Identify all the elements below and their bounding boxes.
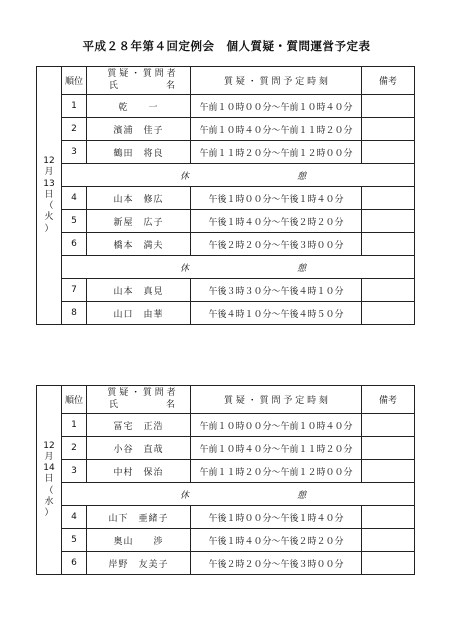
table-row (37, 302, 415, 325)
date-char: （ (44, 201, 54, 212)
table-row (37, 187, 415, 210)
break-label-left: 休 (180, 172, 190, 182)
note-cell (362, 279, 415, 302)
note-cell (362, 437, 415, 460)
header-questioner-line1: 質 疑 ・ 質 問 者 (107, 388, 176, 399)
page-title: 平成２８年第４回定例会 個人質疑・質問運営予定表 (82, 39, 371, 53)
date-char: ） (44, 223, 54, 234)
header-questioner (87, 386, 191, 414)
questioner-name-cell: 山口 由華 (87, 302, 191, 325)
questioner-name-cell: 山本 修広 (87, 187, 191, 210)
table-row (37, 529, 415, 552)
break-label-right: 憩 (297, 264, 307, 274)
note-cell (362, 414, 415, 437)
table-row (37, 95, 415, 118)
questioner-name-cell: 鶴田 将良 (87, 141, 191, 164)
header-row (37, 67, 415, 95)
questioner-name-cell: 新屋 広子 (87, 210, 191, 233)
rank-cell: 2 (62, 437, 87, 460)
date-char: 12 (43, 156, 55, 167)
scheduled-time-cell: 午前１１時２０分～午前１２時００分 (191, 141, 362, 164)
date-char: 火 (44, 212, 54, 223)
rank-cell: 8 (62, 302, 87, 325)
header-questioner-shi: 氏 (109, 80, 121, 91)
questioner-name-cell: 乾 一 (87, 95, 191, 118)
questioner-name-cell: 小谷 直哉 (87, 437, 191, 460)
note-cell (362, 187, 415, 210)
break-cell (62, 256, 415, 279)
scheduled-time-cell: 午前１０時４０分～午前１１時２０分 (191, 118, 362, 141)
questioner-name-cell: 山下 亜緒子 (87, 506, 191, 529)
questioner-name-cell: 濱浦 佳子 (87, 118, 191, 141)
note-cell (362, 302, 415, 325)
break-label (62, 483, 414, 505)
rank-cell: 5 (62, 529, 87, 552)
break-label (62, 256, 414, 278)
header-questioner-line1: 質 疑 ・ 質 問 者 (107, 69, 176, 80)
scheduled-time-cell: 午後２時２０分～午後３時００分 (191, 233, 362, 256)
note-cell (362, 233, 415, 256)
header-questioner-mei: 名 (166, 399, 178, 410)
questioner-name-cell: 奥山 渉 (87, 529, 191, 552)
header-questioner-line2 (87, 81, 190, 92)
date-char: 水 (44, 496, 54, 507)
break-label-right: 憩 (297, 491, 307, 501)
scheduled-time-cell: 午後１時００分～午後１時４０分 (191, 187, 362, 210)
rank-cell: 2 (62, 118, 87, 141)
scheduled-time-cell: 午後１時４０分～午後２時２０分 (191, 210, 362, 233)
rank-cell: 6 (62, 552, 87, 575)
date-cell (37, 386, 62, 575)
table-row (37, 506, 415, 529)
header-questioner (87, 67, 191, 95)
header-rank: 順位 (62, 386, 87, 414)
scheduled-time-cell: 午前１１時２０分～午前１２時００分 (191, 460, 362, 483)
table-row (37, 210, 415, 233)
header-questioner-mei: 名 (166, 80, 178, 91)
date-char: 日 (44, 474, 54, 485)
note-cell (362, 529, 415, 552)
scheduled-time-cell: 午前１０時４０分～午前１１時２０分 (191, 437, 362, 460)
note-cell (362, 210, 415, 233)
break-label-left: 休 (180, 491, 190, 501)
header-time: 質 疑 ・ 質 問 予 定 時 刻 (191, 67, 362, 95)
questioner-name-cell: 中村 保治 (87, 460, 191, 483)
break-cell (62, 164, 415, 187)
date-char: 12 (43, 440, 55, 451)
break-row (37, 483, 415, 506)
date-cell (37, 67, 62, 325)
header-time: 質 疑 ・ 質 問 予 定 時 刻 (191, 386, 362, 414)
break-row (37, 164, 415, 187)
rank-cell: 1 (62, 95, 87, 118)
questioner-name-cell: 岸野 友美子 (87, 552, 191, 575)
table-row (37, 437, 415, 460)
questioner-name-cell: 橋本 満夫 (87, 233, 191, 256)
rank-cell: 1 (62, 414, 87, 437)
schedule-table-day1 (36, 66, 415, 325)
note-cell (362, 460, 415, 483)
note-cell (362, 118, 415, 141)
rank-cell: 3 (62, 141, 87, 164)
break-cell (62, 483, 415, 506)
rank-cell: 4 (62, 187, 87, 210)
date-char: 日 (44, 189, 54, 200)
rank-cell: 4 (62, 506, 87, 529)
header-note: 備考 (362, 386, 415, 414)
note-cell (362, 552, 415, 575)
table-row (37, 233, 415, 256)
header-questioner-shi: 氏 (109, 399, 121, 410)
scheduled-time-cell: 午後１時００分～午後１時４０分 (191, 506, 362, 529)
schedule-table-day2 (36, 385, 415, 575)
date-char: 月 (44, 451, 54, 462)
date-char: 14 (43, 463, 55, 474)
questioner-name-cell: 冨宅 正浩 (87, 414, 191, 437)
table-row (37, 141, 415, 164)
header-row (37, 386, 415, 414)
date-char: （ (44, 485, 54, 496)
scheduled-time-cell: 午後１時４０分～午後２時２０分 (191, 529, 362, 552)
table-row (37, 279, 415, 302)
scheduled-time-cell: 午後４時１０分～午後４時５０分 (191, 302, 362, 325)
table-row (37, 118, 415, 141)
scheduled-time-cell: 午前１０時００分～午前１０時４０分 (191, 95, 362, 118)
break-row (37, 256, 415, 279)
rank-cell: 3 (62, 460, 87, 483)
note-cell (362, 506, 415, 529)
scheduled-time-cell: 午後２時２０分～午後３時００分 (191, 552, 362, 575)
scheduled-time-cell: 午前１０時００分～午前１０時４０分 (191, 414, 362, 437)
scheduled-time-cell: 午後３時３０分～午後４時１０分 (191, 279, 362, 302)
date-char: ） (44, 508, 54, 519)
note-cell (362, 95, 415, 118)
questioner-name-cell: 山本 真見 (87, 279, 191, 302)
date-char: 月 (44, 167, 54, 178)
break-label-left: 休 (180, 264, 190, 274)
header-rank: 順位 (62, 67, 87, 95)
rank-cell: 7 (62, 279, 87, 302)
break-label-right: 憩 (297, 172, 307, 182)
table-row (37, 414, 415, 437)
table-row (37, 552, 415, 575)
date-char: 13 (43, 178, 55, 189)
header-note: 備考 (362, 67, 415, 95)
header-questioner-line2 (87, 400, 190, 411)
break-label (62, 164, 414, 186)
table-row (37, 460, 415, 483)
note-cell (362, 141, 415, 164)
rank-cell: 6 (62, 233, 87, 256)
rank-cell: 5 (62, 210, 87, 233)
